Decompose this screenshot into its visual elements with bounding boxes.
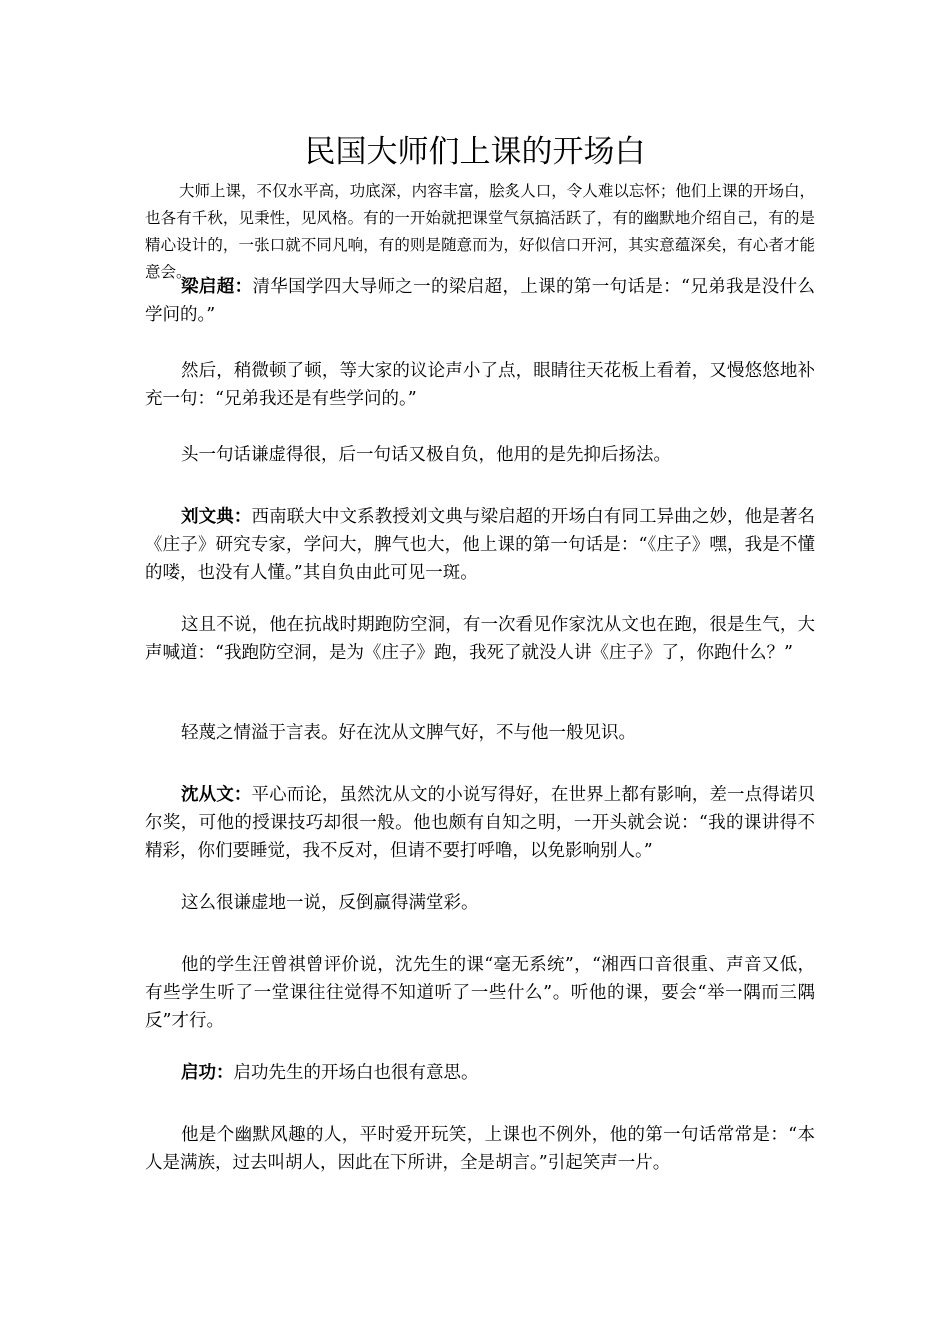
person-name-liang-qichao: 梁启超： (181, 277, 253, 297)
paragraph-liang-qichao (145, 273, 815, 329)
paragraph: 他的学生汪曾祺曾评价说，沈先生的课“毫无系统”，“湘西口音很重、声音又低，有些学生听了一堂课往往觉得不知道听了一些什么”。听他的课，要会“举一隅而三隅反”才行。 (145, 955, 815, 1031)
paragraph: 然后，稍微顿了顿，等大家的议论声小了点，眼睛往天花板上看着，又慢悠悠地补充一句：“兄弟我还是有些学问的。” (145, 361, 815, 409)
paragraph-text: 西南联大中文系教授刘文典与梁启超的开场白有同工异曲之妙，他是著名《庄子》研究专家，学问大，脾气也大，他上课的第一句话是：“《庄子》嘿，我是不懂的喽，也没有人懂。”其自负由此可见一斑。 (145, 507, 816, 583)
paragraph: 这且不说，他在抗战时期跑防空洞，有一次看见作家沈从文也在跑，很是生气，大声喊道：“我跑防空洞，是为《庄子》跑，我死了就没人讲《庄子》了，你跑什么？” (145, 615, 815, 663)
paragraph-qi-gong (145, 1059, 815, 1087)
intro-paragraph: 大师上课，不仅水平高，功底深，内容丰富，脍炙人口，令人难以忘怀；他们上课的开场白，也各有千秋，见秉性，见风格。有的一开始就把课堂气氛搞活跃了，有的幽默地介绍自己，有的是精心设计的，一张口就不同凡响，有的则是随意而为，好似信口开河，其实意蕴深矣，有心者才能意会。 (145, 182, 815, 281)
paragraph-shen-congwen (145, 781, 815, 865)
paragraph: 轻蔑之情溢于言表。好在沈从文脾气好，不与他一般见识。 (181, 723, 636, 743)
paragraph: 头一句话谦虚得很，后一句话又极自负，他用的是先抑后扬法。 (181, 445, 671, 465)
paragraph: 他是个幽默风趣的人，平时爱开玩笑，上课也不例外，他的第一句话常常是：“本人是满族，过去叫胡人，因此在下所讲，全是胡言。”引起笑声一片。 (145, 1125, 815, 1173)
paragraph-text: 平心而论，虽然沈从文的小说写得好，在世界上都有影响，差一点得诺贝尔奖，可他的授课技巧却很一般。他也颇有自知之明，一开头就会说：“我的课讲得不精彩，你们要睡觉，我不反对，但请不要打呼噜，以免影响别人。” (145, 785, 816, 861)
person-name-shen-congwen: 沈从文： (181, 785, 252, 805)
paragraph-text: 清华国学四大导师之一的梁启超，上课的第一句话是：“兄弟我是没什么学问的。” (145, 277, 815, 325)
person-name-liu-wendian: 刘文典： (181, 507, 252, 527)
paragraph-text: 启功先生的开场白也很有意思。 (233, 1063, 479, 1083)
article-title: 民国大师们上课的开场白 (304, 134, 646, 170)
person-name-qi-gong: 启功： (181, 1063, 234, 1083)
paragraph: 这么很谦虚地一说，反倒赢得满堂彩。 (181, 893, 479, 913)
paragraph-liu-wendian (145, 503, 815, 587)
